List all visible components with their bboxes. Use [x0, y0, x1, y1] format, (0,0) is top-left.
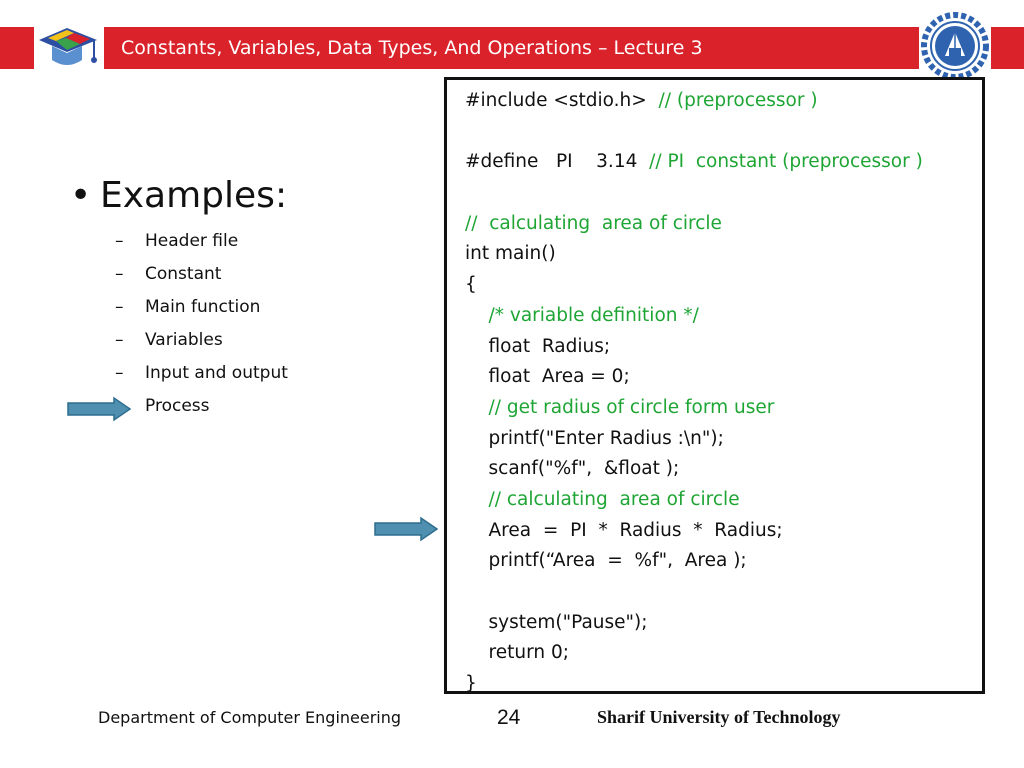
code-comment: // (preprocessor ) — [658, 90, 818, 111]
code-line — [465, 669, 923, 700]
code-text: #define PI 3.14 — [465, 151, 650, 173]
code-line — [465, 209, 923, 240]
code-comment: // get radius of circle form user — [488, 396, 775, 418]
dash-marker: – — [115, 363, 124, 383]
subitem-label: Header file — [145, 231, 239, 251]
code-box — [444, 77, 985, 694]
dash-marker: – — [115, 264, 124, 284]
university-logo — [919, 10, 991, 82]
code-line — [465, 577, 923, 608]
right-arrow-icon — [66, 396, 132, 422]
graduation-cap-logo-icon — [34, 18, 104, 78]
footer-department: Department of Computer Engineering — [98, 708, 402, 727]
subitem-label: Constant — [145, 264, 222, 284]
code-line — [465, 608, 923, 639]
code-comment: // calculating area of circle — [488, 488, 740, 510]
dash-marker: – — [115, 297, 124, 317]
code-text: printf("Enter Radius :\n"); — [465, 427, 724, 449]
code-line — [465, 332, 923, 363]
right-arrow-icon — [373, 516, 439, 542]
examples-heading: Examples: — [100, 175, 288, 216]
subitem-label: Input and output — [145, 363, 288, 383]
code-line — [465, 393, 923, 424]
code-line — [465, 485, 923, 516]
code-text: return 0; — [465, 642, 569, 664]
code-line — [465, 147, 923, 178]
dash-marker: – — [115, 330, 124, 350]
code-line — [465, 424, 923, 455]
code-line — [465, 239, 923, 270]
code-line — [465, 546, 923, 577]
code-comment: // PI constant (preprocessor ) — [649, 151, 923, 173]
footer-university: Sharif University of Technology — [597, 707, 841, 727]
code-line — [465, 362, 923, 393]
code-text — [465, 489, 489, 510]
code-line — [465, 301, 923, 332]
code-comment: // calculating area of circle — [465, 212, 722, 234]
code-text: #include <stdio.h> — [465, 90, 659, 111]
code-text — [465, 397, 489, 418]
page-number: 24 — [497, 706, 521, 729]
code-text: scanf("%f", &float ); — [465, 458, 680, 480]
code-line — [465, 117, 923, 148]
subitem-label: Main function — [145, 297, 261, 317]
code-line — [465, 638, 923, 669]
code-listing — [465, 86, 923, 700]
code-line — [465, 178, 923, 209]
code-text: printf(“Area = %f", Area ); — [465, 550, 747, 572]
code-line — [465, 270, 923, 301]
code-text: float Radius; — [465, 335, 611, 357]
code-text: system("Pause"); — [465, 611, 648, 633]
code-comment: /* variable definition */ — [488, 304, 699, 326]
code-text — [465, 305, 489, 326]
course-logo — [34, 18, 104, 78]
dash-marker: – — [115, 231, 124, 251]
subitem-label: Process — [145, 396, 210, 416]
code-text: float Area = 0; — [465, 366, 630, 388]
university-seal-icon — [919, 10, 991, 82]
code-text: { — [465, 274, 477, 296]
code-text: Area = PI * Radius * Radius; — [465, 519, 783, 541]
subitem-label: Variables — [145, 330, 223, 350]
code-line — [465, 86, 923, 117]
code-text: int main() — [465, 243, 556, 265]
code-line — [465, 516, 923, 547]
slide-title: Constants, Variables, Data Types, And Operations – Lecture 3 — [121, 37, 703, 59]
code-line — [465, 454, 923, 485]
bullet-dot: • — [70, 175, 92, 216]
code-text: } — [465, 673, 477, 695]
